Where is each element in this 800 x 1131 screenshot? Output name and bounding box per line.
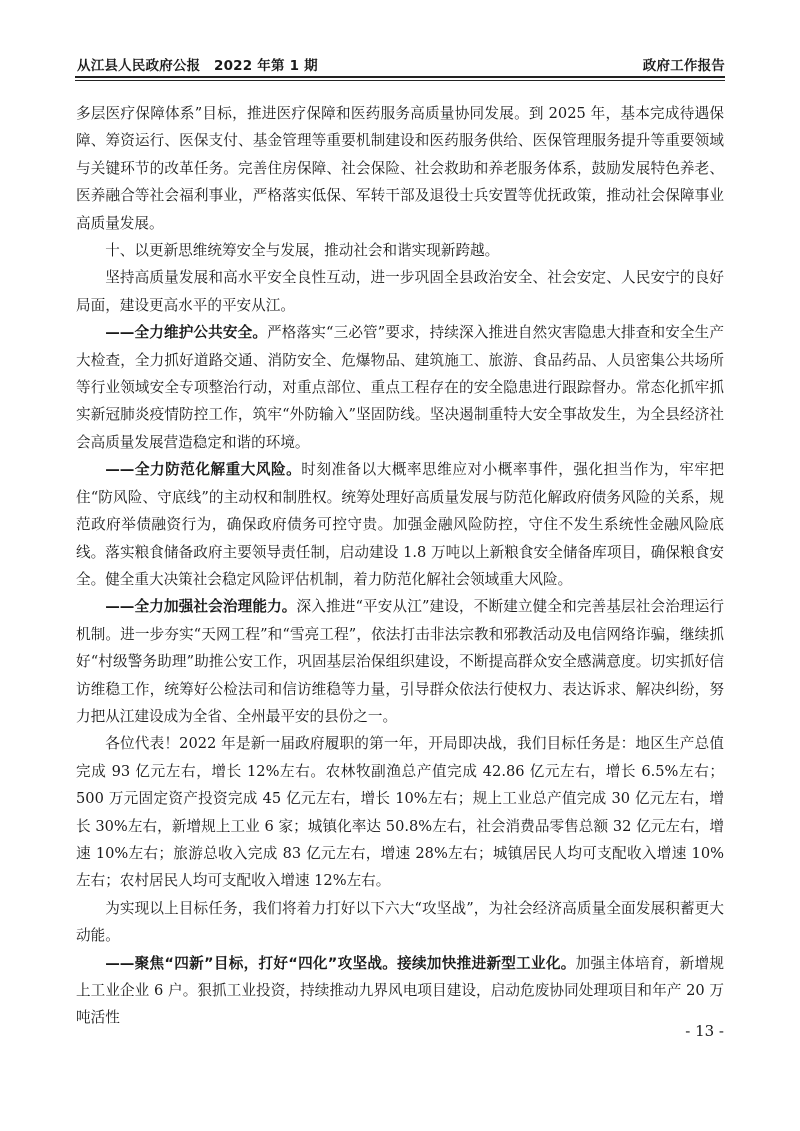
paragraph-lead: ——全力防范化解重大风险。 [105,461,302,479]
body-text [76,100,724,1032]
paragraph-lead: ——全力维护公共安全。 [105,324,268,342]
paragraph: 为实现以上目标任务，我们将着力打好以下六大“攻坚战”，为社会经济高质量全面发展积蓄更大动能。 [76,899,724,945]
paragraph: 坚持高质量发展和高水平安全良性互动，进一步巩固全县政治安全、社会安定、人民安宁的良好局面，建设更高水平的平安从江。 [76,269,724,314]
paragraph-risk-prevention: ——全力防范化解重大风险。时刻准备以大概率思维应对小概率事件，强化担当作为，牢牢把住“防风险、守底线”的主动权和制胜权。统筹处理好高质量发展与防范化解政府债务风险的关系，规范政府举债融资行为，确保政府债务可控守贵。加强金融风险防控，守住不发生系统性金融风险底线。落实粮食储备政府主要领导责任制，启动建设 1.8 万吨以上新粮食安全储备库项目，确保粮食安全。健全重大决策社会稳定风险评估机制，着力防范化解社会领域重大风险。 [76,461,724,588]
header-rule-thin [75,80,725,81]
paragraph-lead: ——聚焦“四新”目标，打好“四化”攻坚战。接续加快推进新型工业化。 [105,954,576,972]
page-number: - 13 - [685,1022,724,1040]
paragraph-targets: 各位代表！2022 年是新一届政府履职的第一年，开局即决战，我们目标任务是：地区生产总值完成 93 亿元左右，增长 12%左右。农林牧副渔总产值完成 42.86 亿元左右，增长 6.5%左右；500 万元固定资产投资完成 45 亿元左右，增长 10%左右；规上工业总产值完成 30 亿元左右，增长 30%左右，新增规上工业 6 家；城镇化率达 50.8%左右，社会消费品零售总额 32 亿元左右，增速 10%左右；旅游总收入完成 83 亿元左右，增速 28%左右；城镇居民人均可支配收入增速 10%左右；农村居民人均可支配收入增速 12%左右。 [76,735,724,890]
paragraph-public-safety: ——全力维护公共安全。严格落实“三必管”要求，持续深入推进自然灾害隐患大排查和安全生产大检查，全力抓好道路交通、消防安全、危爆物品、建筑施工、旅游、食品药品、人员密集公共场所等行业领域安全专项整治行动，对重点部位、重点工程存在的安全隐患进行跟踪督办。常态化抓牢抓实新冠肺炎疫情防控工作，筑牢“外防输入”坚固防线。坚决遏制重特大安全事故发生，为全县经济社会高质量发展营造稳定和谐的环境。 [76,324,724,451]
header-section: 政府工作报告 [642,58,725,74]
paragraph-continued: 多层医疗保障体系”目标，推进医疗保障和医药服务高质量协同发展。到 2025 年，基本完成待遇保障、筹资运行、医保支付、基金管理等重要机制建设和医药服务供给、医保管理服务提升等重要领域与关键环节的改革任务。完善住房保障、社会保险、社会救助和养老服务体系，鼓励发展特色养老、医养融合等社会福利事业，严格落实低保、军转干部及退役士兵安置等优抚政策，推动社会保障事业高质量发展。 [76,105,724,232]
paragraph-lead: ——全力加强社会治理能力。 [105,598,297,616]
paragraph-industrialization: ——聚焦“四新”目标，打好“四化”攻坚战。接续加快推进新型工业化。加强主体培育，新增规上工业企业 6 户。狠抓工业投资，持续推动九界风电项目建设，启动危废协同处理项目和年产 20 万吨活性 [76,954,724,1027]
paragraph-social-governance: ——全力加强社会治理能力。深入推进“平安从江”建设，不断建立健全和完善基层社会治理运行机制。进一步夯实“天网工程”和“雪亮工程”，依法打击非法宗教和邪教活动及电信网络诈骗，继续抓好“村级警务助理”助推公安工作，巩固基层治保组织建设，不断提高群众安全感满意度。切实抓好信访维稳工作，统筹好公检法司和信访维稳等力量，引导群众依法行使权力、表达诉求、解决纠纷，努力把从江建设成为全省、全州最平安的县份之一。 [76,598,724,725]
header-rule-thick [75,76,725,78]
section-heading: 十、以更新思维统筹安全与发展，推动社会和谐实现新跨越。 [105,242,500,260]
header-publication: 从江县人民政府公报 2022 年第 1 期 [77,58,318,74]
running-header [77,52,725,74]
